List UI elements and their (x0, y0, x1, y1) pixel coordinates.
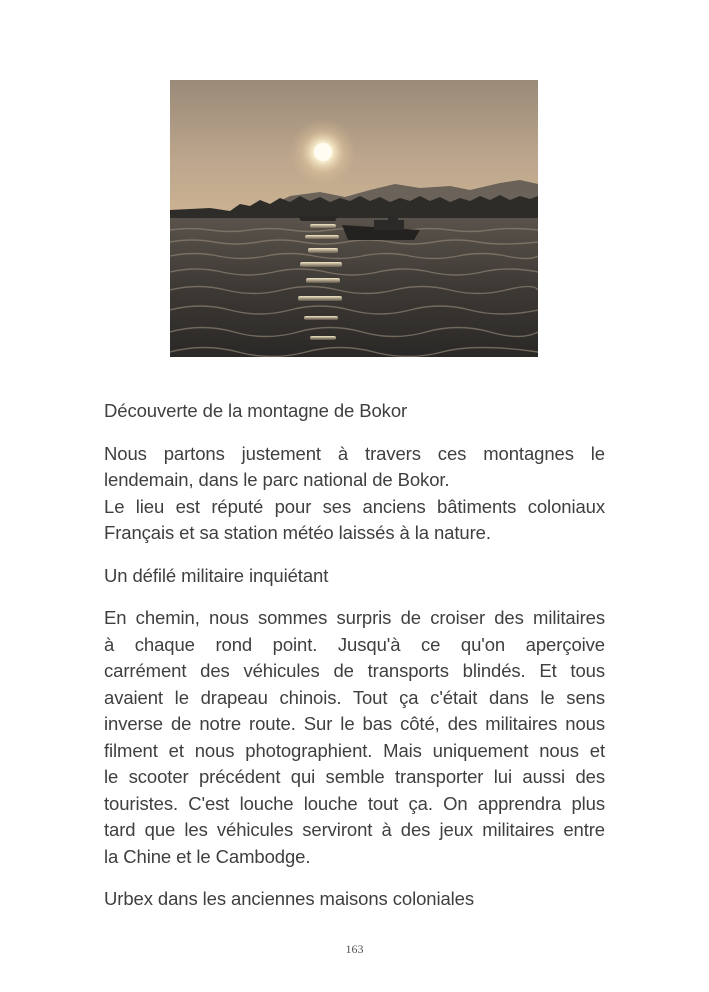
text-line: avaient le drapeau chinois. Tout ça c'était dans le sens (104, 686, 605, 708)
section-heading-bokor: Découverte de la montagne de Bokor (104, 400, 408, 421)
text-line: le scooter précédent qui semble transporter lui aussi des (104, 766, 605, 787)
text-line: inverse de notre route. Sur le bas côté, des militaires nous (104, 713, 605, 734)
text-line: carrément des véhicules de transports blindés. Et tous (104, 660, 605, 681)
text-line: la Chine et le Cambodge. (104, 845, 311, 867)
text-line: tard que les véhicules serviront à des jeux militaires entre (104, 819, 605, 840)
distant-boat (298, 216, 338, 221)
text-line: Nous partons justement à travers ces montagnes le (104, 442, 605, 464)
sun (314, 143, 332, 161)
text-line: Français et sa station météo laissés à la nature. (104, 522, 491, 543)
text-line: En chemin, nous sommes surpris de croiser des militaires (104, 607, 605, 628)
page-number: 163 (345, 942, 364, 956)
text-line: filment et nous photographient. Mais uniquement nous et (104, 739, 605, 761)
text-line: lendemain, dans le parc national de Bokor. (104, 469, 450, 490)
text-line: touristes. C'est louche louche tout ça. On apprendra plus (104, 792, 605, 814)
page-content (104, 398, 605, 929)
section-heading-military-parade: Un défilé militaire inquiétant (104, 564, 329, 586)
sunset-lake-photo (170, 80, 538, 357)
section-heading-urbex: Urbex dans les anciennes maisons coloniales (104, 888, 475, 909)
paragraph (104, 441, 605, 547)
paragraph (104, 605, 605, 870)
text-line: Le lieu est réputé pour ses anciens bâtiments coloniaux (104, 495, 605, 517)
text-line: à chaque rond point. Jusqu'à ce qu'on aperçoive (104, 633, 605, 655)
